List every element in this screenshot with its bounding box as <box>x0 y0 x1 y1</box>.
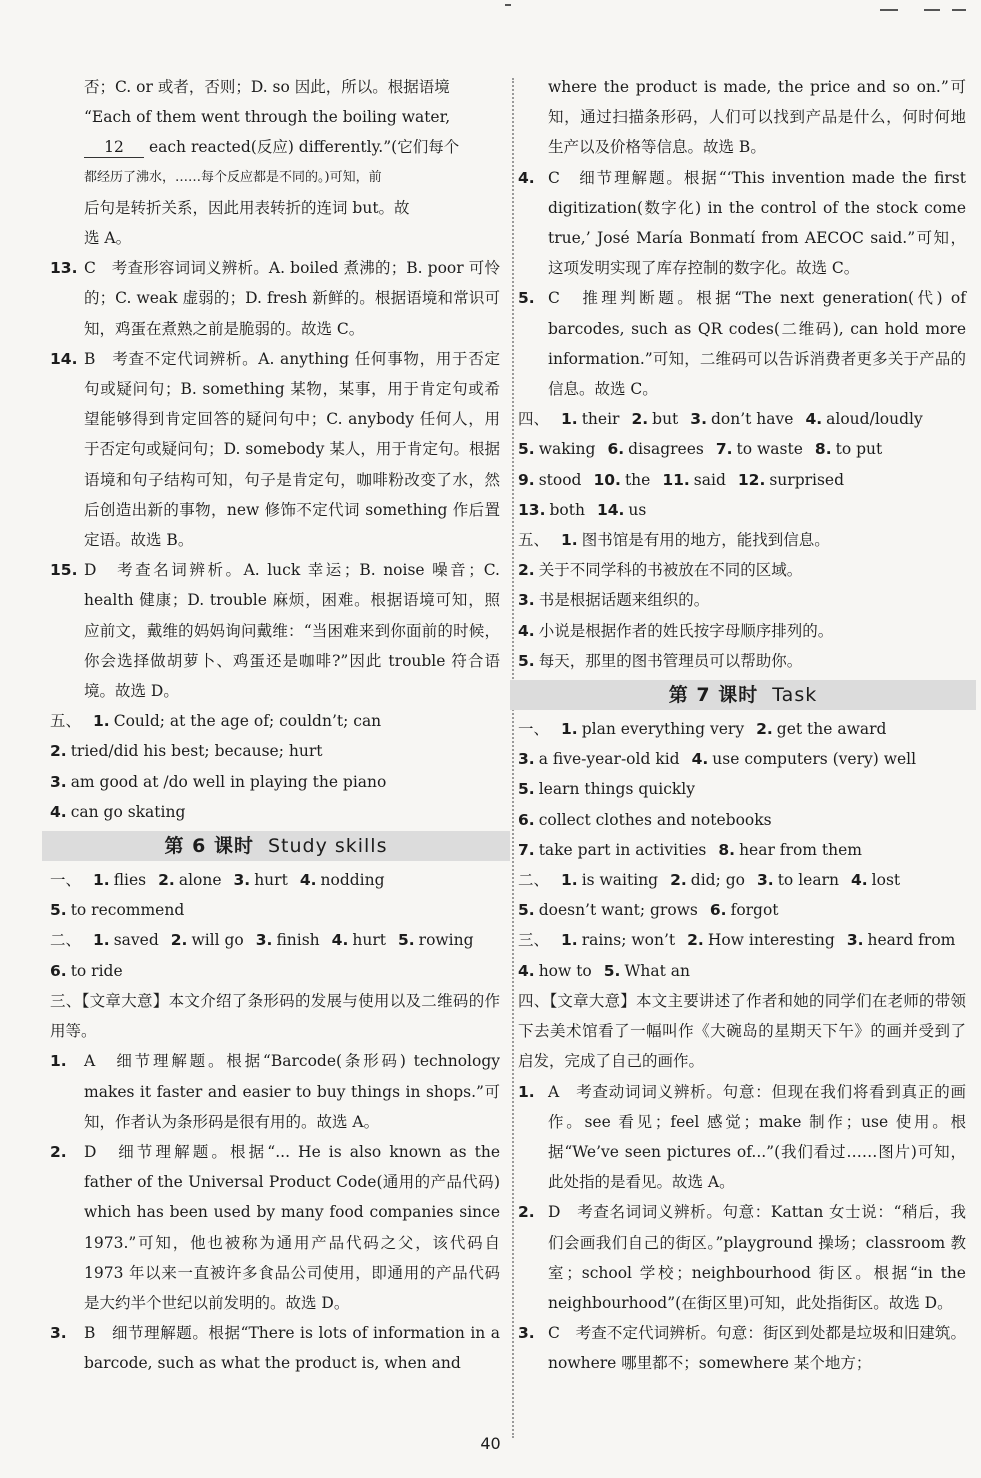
answer-number: 1. <box>561 871 578 890</box>
answer-number: 2. <box>158 871 175 890</box>
answer-text: a five-year-old kid <box>538 750 680 769</box>
answer-text: is waiting <box>581 871 659 890</box>
text-line: 后句是转折关系，因此用表转折的连词 but。故 <box>84 198 410 217</box>
t2-line <box>518 865 966 895</box>
answer-number: 2. <box>756 720 773 739</box>
s4-line <box>518 434 966 464</box>
answer-number: 13. <box>50 259 78 278</box>
answer-number: 1. <box>561 531 578 550</box>
t3-line <box>518 925 966 955</box>
answer-text: D 细节理解题。根据“... He is also known as the father of the Universal Product Code(通用的产品代码) which has been used by many food companies since 1973.”可知，他也被称为通用产品代码之父，该代码自 1973 年以来一直被许多食品公司使用，即通用的产品代码是大约半个世纪以前发明的。故选 D。 <box>84 1142 500 1312</box>
answer-text: 关于不同学科的书被放在不同的区域。 <box>538 561 803 580</box>
answer-number: 2. <box>670 871 687 890</box>
answer-15 <box>50 555 500 706</box>
section-3-summary: 三、【文章大意】本文介绍了条形码的发展与使用以及二维码的作用等。 <box>50 991 500 1041</box>
answer-text: How interesting <box>707 931 835 950</box>
answer-t4-2 <box>518 1197 966 1318</box>
answer-number: 2. <box>50 742 67 761</box>
answer-number: 3. <box>518 750 535 769</box>
t1-line <box>518 714 966 744</box>
answer-text: hurt <box>254 871 288 890</box>
answer-4 <box>518 163 966 284</box>
answer-text: waking <box>538 440 596 459</box>
answer-5 <box>518 283 966 404</box>
section-label: 五、 <box>50 712 82 731</box>
answer-number: 3. <box>255 931 273 950</box>
answer-text: can go skating <box>70 802 186 821</box>
answer-number: 4. <box>331 931 349 950</box>
answer-number: 5. <box>518 901 535 920</box>
column-divider <box>512 78 514 1438</box>
answer-t4-1 <box>518 1077 966 1198</box>
answer-number: 1. <box>93 712 110 731</box>
answer-number: 5. <box>603 961 621 980</box>
s2-line <box>50 956 500 986</box>
page-number: 40 <box>480 1434 501 1453</box>
top-edge-marks <box>0 0 981 22</box>
answer-number: 5. <box>518 780 535 799</box>
s4-line <box>518 465 966 495</box>
answer-text: 书是根据话题来组织的。 <box>538 591 710 610</box>
text-line: 都经历了沸水，……每个反应都是不同的。)可知，前 <box>84 169 382 185</box>
answer-number: 2. <box>518 561 535 580</box>
section-label: 三、 <box>518 931 550 950</box>
answer-text: but <box>652 410 679 429</box>
answer-number: 1. <box>561 931 578 950</box>
text-line: “Each of them went through the boiling water, <box>84 108 451 127</box>
answer-number: 1. <box>93 871 110 890</box>
answer-text: finish <box>276 931 320 950</box>
answer-text: to learn <box>777 871 839 890</box>
section-label: 一、 <box>50 871 82 890</box>
answer-text: aloud/loudly <box>826 410 923 429</box>
answer-number: 9. <box>518 470 535 489</box>
answer-s3-2 <box>50 1137 500 1318</box>
lesson-6-banner <box>42 831 510 861</box>
answer-text: nodding <box>320 871 385 890</box>
answer-text: D 考查名词词义辨析。句意：Kattan 女士说：“稍后，我们会画我们自己的街区。”playground 操场；classroom 教室；school 学校；neighbourhood 街区。根据“in the neighbourhood”(在街区里)可知，此处指街区。故选 D。 <box>548 1203 966 1312</box>
answer-number: 3. <box>50 1324 67 1343</box>
answer-number: 3. <box>757 871 774 890</box>
answer-text: A 考查动词词义辨析。句意：但现在我们将看到真正的画作。see 看见；feel 感觉；make 制作；use 使用。根据“We’ve seen pictures of...”(我们看过……图片)可知，此处指的是看见。故选 A。 <box>548 1082 966 1192</box>
answer-text: the <box>624 470 651 489</box>
answer-number: 1. <box>93 931 110 950</box>
answer-number: 3. <box>50 772 67 791</box>
t1-line <box>518 774 966 804</box>
answer-text: 每天，那里的图书管理员可以帮助你。 <box>538 651 803 670</box>
text-span: each reacted(反应) differently.”(它们每个 <box>148 138 460 157</box>
text-line: 选 A。 <box>84 229 132 248</box>
section-label: 四、 <box>518 410 550 429</box>
answer-number: 2. <box>687 931 704 950</box>
answer-text: to recommend <box>70 901 185 920</box>
answer-text: saved <box>113 931 159 950</box>
answer-text: to ride <box>70 961 123 980</box>
answer-number: 5. <box>518 289 535 308</box>
answer-number: 2. <box>50 1142 67 1161</box>
s2-line <box>50 925 500 955</box>
section-4-summary: 四、【文章大意】本文主要讲述了作者和她的同学们在老师的带领下去美术馆看了一幅叫作《大碗岛的星期天下午》的画并受到了启发，完成了自己的画作。 <box>518 991 966 1071</box>
answer-text: surprised <box>769 470 845 489</box>
answer-number: 5. <box>50 901 67 920</box>
answer-number: 14. <box>50 349 78 368</box>
t2-line <box>518 895 966 925</box>
answer-number: 5. <box>518 440 535 459</box>
answer-text: take part in activities <box>538 840 707 859</box>
lesson-7-banner <box>510 680 976 710</box>
answer-text: don’t have <box>710 410 794 429</box>
answer-number: 3. <box>518 591 535 610</box>
banner-title: 第 7 课时 <box>668 684 759 707</box>
answer-text: rowing <box>418 931 474 950</box>
section-5-answers <box>50 706 500 827</box>
answer-number: 2. <box>170 931 188 950</box>
answer-text: disagrees <box>628 440 704 459</box>
answer-number: 1. <box>518 1082 535 1101</box>
answer-number: 3. <box>690 410 707 429</box>
answer-number: 1. <box>50 1052 67 1071</box>
answer-text: will go <box>191 931 244 950</box>
answer-text: B 考查不定代词辨析。A. anything 任何事物，用于否定句或疑问句；B. something 某物，某事，用于肯定句或希望能够得到肯定回答的疑问句中；C. anybody 任何人，用于否定句或疑问句；D. somebody 某人，用于肯定句。根据语境和句子结构可知，句子是肯定句，咖啡粉改变了水，然后创造出新的事物，new 修饰不定代词 something 作后置定语。故选 B。 <box>84 349 500 550</box>
answer-text: C 推理判断题。根据“The next generation(代) of barcodes, such as QR codes(二维码), can hold more information.”可知，二维码可以告诉消费者更多关于产品的信息。故选 C。 <box>548 289 966 399</box>
text-line <box>84 132 500 162</box>
section-label: 一、 <box>518 720 550 739</box>
answer-text: to put <box>835 440 883 459</box>
answer-text: 小说是根据作者的姓氏按字母顺序排列的。 <box>538 621 834 640</box>
answer-number: 8. <box>718 840 736 859</box>
answer-number: 5. <box>518 651 535 670</box>
text-line: 否；C. or 或者，否则；D. so 因此，所以。根据语境 <box>84 78 450 96</box>
answer-text: hurt <box>352 931 386 950</box>
section-label: 五、 <box>518 531 550 550</box>
answer-number: 2. <box>631 410 649 429</box>
answer-text: use computers (very) well <box>712 750 917 769</box>
answer-text: tried/did his best; because; hurt <box>70 742 323 761</box>
answer-12-continued <box>50 72 500 253</box>
left-column <box>50 72 500 1379</box>
answer-text: A 细节理解题。根据“Barcode(条形码) technology makes it faster and easier to buy things in shops.”可知，作者认为条形码是很有用的。故选 A。 <box>84 1052 500 1131</box>
blank-12: 12 <box>84 137 144 158</box>
answer-number: 4. <box>805 410 823 429</box>
t1-line <box>518 744 966 774</box>
answer-text: did; go <box>690 871 746 890</box>
section-label: 二、 <box>518 871 550 890</box>
answer-number: 4. <box>518 961 535 980</box>
answer-number: 3. <box>846 931 864 950</box>
s4-line <box>518 495 966 525</box>
answer-number: 10. <box>593 470 621 489</box>
answer-number: 7. <box>518 840 535 859</box>
t3-line <box>518 956 966 986</box>
answer-number: 15. <box>50 561 78 580</box>
answer-number: 6. <box>709 901 727 920</box>
banner-subtitle: Study skills <box>267 835 388 858</box>
s4-line <box>518 404 966 434</box>
answer-text: flies <box>113 871 147 890</box>
answer-14 <box>50 344 500 555</box>
s1-line <box>50 895 500 925</box>
answer-text: doesn’t want; grows <box>538 901 698 920</box>
answer-number: 1. <box>561 720 578 739</box>
answer-s3-3 <box>50 1318 500 1378</box>
answer-t4-3 <box>518 1318 966 1378</box>
answer-number: 1. <box>561 410 578 429</box>
answer-text: said <box>693 470 726 489</box>
section-label: 二、 <box>50 931 82 950</box>
answer-text: C 细节理解题。根据“‘This invention made the first digitization(数字化) in the control of the stock come true,’ José María Bonmatí from AECOC said.”可知，这项发明实现了库存控制的数字化。故选 C。 <box>548 168 966 278</box>
answer-text: hear from them <box>739 840 862 859</box>
answer-number: 2. <box>518 1203 535 1222</box>
answer-s3-1 <box>50 1046 500 1137</box>
answer-number: 6. <box>518 810 535 829</box>
answer-text: get the award <box>776 720 887 739</box>
answer-text: learn things quickly <box>538 780 695 799</box>
answer-13 <box>50 253 500 344</box>
answer-text: collect clothes and notebooks <box>538 810 772 829</box>
answer-number: 5. <box>397 931 415 950</box>
answer-number: 12. <box>737 470 766 489</box>
answer-number: 4. <box>691 750 709 769</box>
answer-text: both <box>549 500 585 519</box>
answer-text: D 考查名词辨析。A. luck 幸运；B. noise 噪音；C. health 健康；D. trouble 麻烦，困难。根据语境可知，照应前文，戴维的妈妈询问戴维：“当困难来到你面前的时候，你会选择做胡萝卜、鸡蛋还是咖啡?”因此 trouble 符合语境。故选 D。 <box>84 561 500 701</box>
answer-text: C 考查形容词词义辨析。A. boiled 煮沸的；B. poor 可怜的；C. weak 虚弱的；D. fresh 新鲜的。根据语境和常识可知，鸡蛋在煮熟之前是脆弱的。故选 C。 <box>84 259 500 338</box>
answer-number: 4. <box>299 871 317 890</box>
s1-line <box>50 865 500 895</box>
answer-text: C 考查不定代词辨析。句意：街区到处都是垃圾和旧建筑。nowhere 哪里都不；somewhere 某个地方； <box>548 1324 966 1373</box>
answer-text: am good at /do well in playing the piano <box>70 772 387 791</box>
answer-text: forgot <box>730 901 779 920</box>
section-5-translations <box>518 525 966 676</box>
answer-text: how to <box>538 961 592 980</box>
answer-text: stood <box>538 470 582 489</box>
answer-3-continued: where the product is made, the price and so on.”可知，通过扫描条形码，人们可以找到产品是什么，何时何地生产以及价格等信息。故选 B。 <box>548 78 966 157</box>
answer-number: 7. <box>715 440 733 459</box>
answer-number: 6. <box>607 440 625 459</box>
answer-text: B 细节理解题。根据“There is lots of information in a barcode, such as what the product is, when and <box>84 1324 500 1373</box>
right-column <box>518 72 966 1379</box>
t1-line <box>518 805 966 835</box>
answer-text: their <box>581 410 620 429</box>
answer-number: 4. <box>50 802 67 821</box>
answer-number: 4. <box>518 621 535 640</box>
answer-number: 6. <box>50 961 67 980</box>
answer-text: lost <box>871 871 901 890</box>
banner-title: 第 6 课时 <box>164 835 254 858</box>
answer-number: 14. <box>596 500 625 519</box>
answer-number: 4. <box>518 168 535 187</box>
answer-number: 3. <box>233 871 251 890</box>
answer-text: to waste <box>736 440 803 459</box>
answer-number: 8. <box>814 440 832 459</box>
answer-number: 13. <box>518 500 546 519</box>
answer-number: 11. <box>662 470 690 489</box>
t1-line <box>518 835 966 865</box>
answer-text: heard from <box>867 931 956 950</box>
answer-text: alone <box>178 871 222 890</box>
answer-text: Could; at the age of; couldn’t; can <box>113 712 382 731</box>
answer-text: us <box>628 500 647 519</box>
answer-number: 4. <box>850 871 868 890</box>
answer-text: What an <box>624 961 690 980</box>
answer-text: plan everything very <box>581 720 745 739</box>
banner-subtitle: Task <box>772 684 818 707</box>
answer-text: rains; won’t <box>581 931 676 950</box>
answer-number: 3. <box>518 1324 535 1343</box>
answer-text: 图书馆是有用的地方，能找到信息。 <box>581 531 830 550</box>
